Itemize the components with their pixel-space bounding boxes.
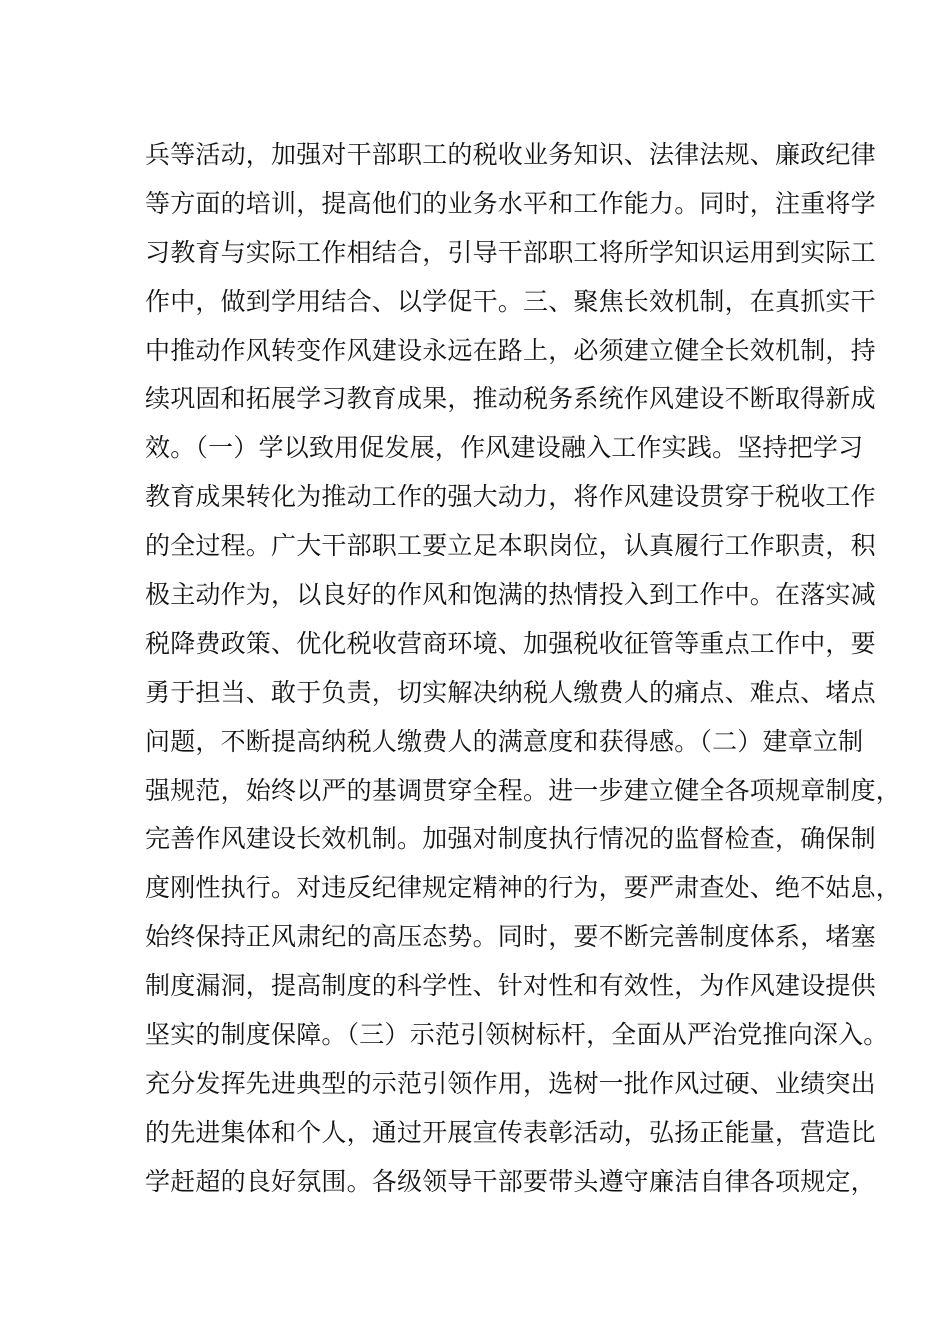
text-line: 作中，做到学用结合、以学促干。三、聚焦长效机制，在真抓实干 [145, 286, 876, 316]
text-line: 充分发挥先进典型的示范引领作用，选树一批作风过硬、业绩突出 [145, 1068, 876, 1098]
text-line: 完善作风建设长效机制。加强对制度执行情况的监督检查，确保制 [145, 824, 876, 854]
text-line: 习教育与实际工作相结合，引导干部职工将所学知识运用到实际工 [145, 237, 876, 267]
text-line: 问题，不断提高纳税人缴费人的满意度和获得感。（二）建章立制 [145, 726, 864, 756]
text-line: 坚实的制度保障。（三）示范引领树标杆，全面从严治党推向深入。 [145, 1020, 889, 1050]
text-line: 效。（一）学以致用促发展，作风建设融入工作实践。坚持把学习 [145, 433, 864, 463]
text-line: 中推动作风转变作风建设永远在路上，必须建立健全长效机制，持 [145, 335, 876, 365]
body-text [145, 131, 902, 1207]
text-line: 的先进集体和个人，通过开展宣传表彰活动，弘扬正能量，营造比 [145, 1117, 876, 1147]
text-line: 兵等活动，加强对干部职工的税收业务知识、法律法规、廉政纪律 [145, 140, 876, 169]
text-line: 制度漏洞，提高制度的科学性、针对性和有效性，为作风建设提供 [145, 971, 876, 1001]
text-line: 始终保持正风肃纪的高压态势。同时，要不断完善制度体系，堵塞 [145, 922, 876, 952]
text-line: 度刚性执行。对违反纪律规定精神的行为，要严肃查处、绝不姑息， [145, 873, 902, 903]
text-line: 等方面的培训，提高他们的业务水平和工作能力。同时，注重将学 [145, 188, 876, 218]
text-line: 强规范，始终以严的基调贯穿全程。进一步建立健全各项规章制度， [145, 775, 902, 805]
text-line: 极主动作为，以良好的作风和饱满的热情投入到工作中。在落实减 [145, 580, 876, 610]
text-line: 勇于担当、敢于负责，切实解决纳税人缴费人的痛点、难点、堵点 [145, 677, 876, 707]
text-line: 教育成果转化为推动工作的强大动力，将作风建设贯穿于税收工作 [145, 482, 876, 512]
text-line: 的全过程。广大干部职工要立足本职岗位，认真履行工作职责，积 [145, 531, 876, 561]
text-line: 税降费政策、优化税收营商环境、加强税收征管等重点工作中，要 [145, 628, 876, 658]
text-line: 续巩固和拓展学习教育成果，推动税务系统作风建设不断取得新成 [145, 384, 876, 414]
text-line: 学赶超的良好氛围。各级领导干部要带头遵守廉洁自律各项规定， [145, 1166, 876, 1196]
